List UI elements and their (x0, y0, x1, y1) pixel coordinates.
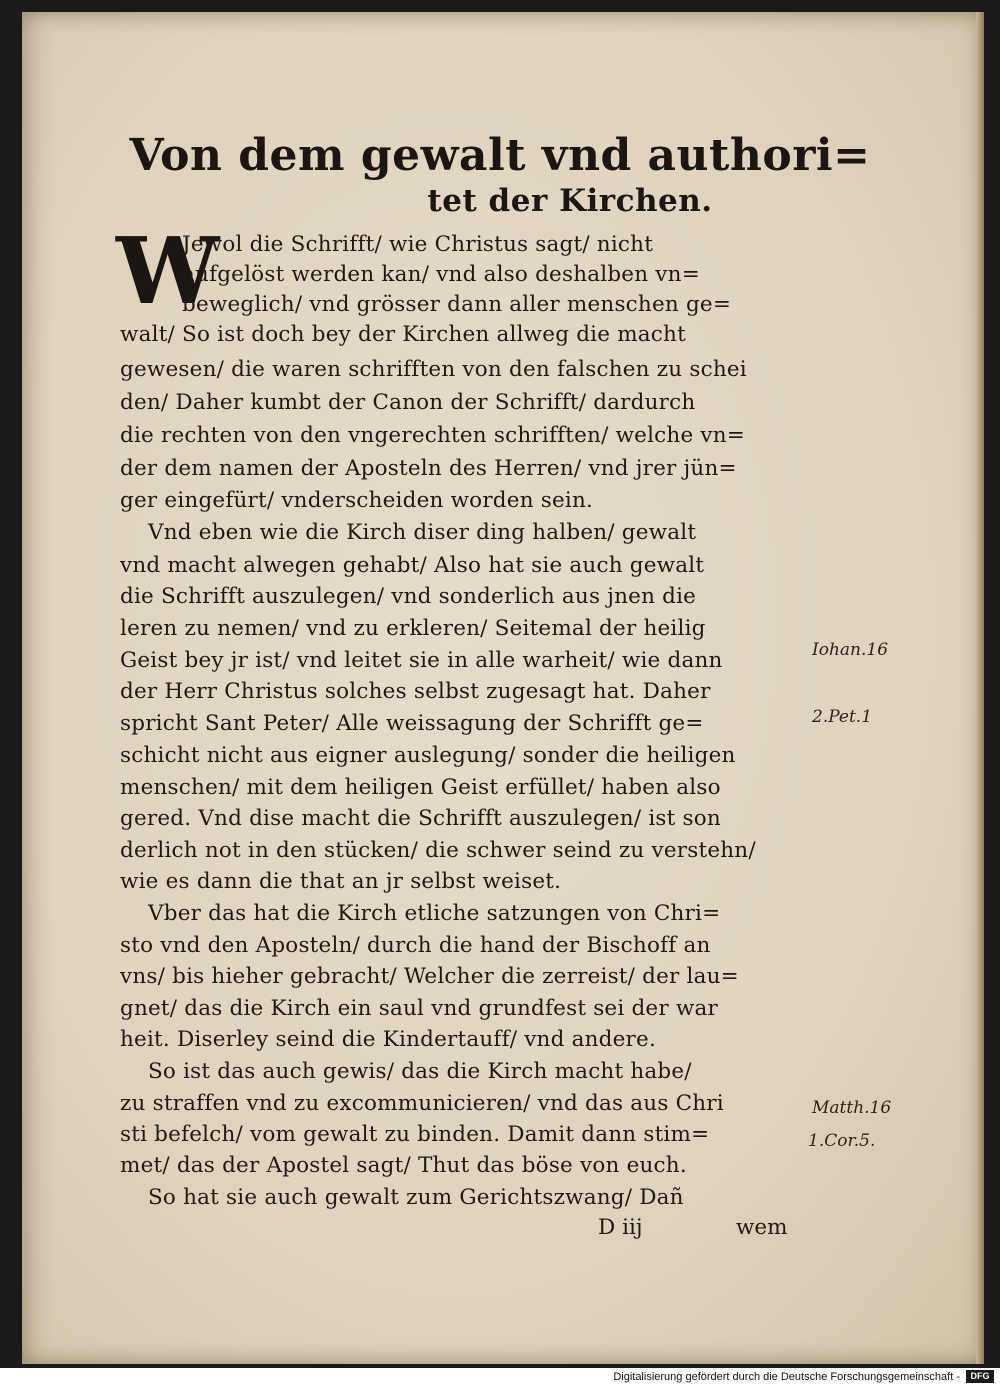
drop-cap: W (116, 217, 220, 325)
text-line: beweglich/ vnd grösser dann aller menschen ge= (182, 292, 732, 317)
text-line: Vber das hat die Kirch etliche satzungen von Chri= (148, 901, 721, 926)
text-line: die Schrifft auszulegen/ vnd sonderlich aus jnen die (120, 584, 697, 609)
text-line: Vnd eben wie die Kirch diser ding halben/ gewalt (148, 520, 697, 545)
text-line: vnd macht alwegen gehabt/ Also hat sie auch gewalt (120, 553, 705, 578)
text-line: derlich not in den stücken/ die schwer seind zu verstehn/ (120, 838, 756, 863)
dfg-logo: DFG (966, 1370, 994, 1383)
text-line: der Herr Christus solches selbst zugesagt hat. Daher (120, 679, 711, 704)
digitization-credit: Digitalisierung gefördert durch die Deutsche Forschungsgemeinschaft - (613, 1371, 960, 1383)
page-title-line-2: tet der Kirchen. (427, 183, 713, 219)
margin-note: 1.Cor.5. (808, 1131, 876, 1151)
text-line: Geist bey jr ist/ vnd leitet sie in alle warheit/ wie dann (120, 648, 723, 673)
text-line: aufgelöst werden kan/ vnd also deshalben vn= (182, 262, 700, 287)
text-line: walt/ So ist doch bey der Kirchen allweg die macht (120, 322, 686, 347)
margin-note: Iohan.16 (812, 640, 889, 660)
text-line: gnet/ das die Kirch ein saul vnd grundfest sei der war (120, 996, 718, 1021)
text-line: leren zu nemen/ vnd zu erkleren/ Seitemal der heilig (120, 616, 706, 641)
text-line: menschen/ mit dem heiligen Geist erfüllet/ haben also (120, 775, 721, 800)
text-line: spricht Sant Peter/ Alle weissagung der Schrifft ge= (120, 711, 704, 736)
text-line: Jewol die Schrifft/ wie Christus sagt/ nicht (182, 232, 654, 257)
page-title-line-1: Von dem gewalt vnd authori= (129, 130, 871, 181)
text-line: wie es dann die that an jr selbst weiset. (120, 869, 562, 894)
catchword: wem (736, 1215, 788, 1240)
text-line: den/ Daher kumbt der Canon der Schrifft/ dardurch (120, 390, 696, 415)
text-line: met/ das der Apostel sagt/ Thut das böse von euch. (120, 1153, 687, 1178)
text-line: der dem namen der Aposteln des Herren/ vnd jrer jün= (120, 456, 737, 481)
text-line: ger eingefürt/ vnderscheiden worden sein. (120, 488, 594, 513)
text-line: So hat sie auch gewalt zum Gerichtszwang/ Dañ (148, 1185, 684, 1210)
text-line: die rechten von den vngerechten schrifften/ welche vn= (120, 423, 746, 448)
text-line: zu straffen vnd zu excommunicieren/ vnd das aus Chri (120, 1091, 724, 1116)
text-line: sti befelch/ vom gewalt zu binden. Damit dann stim= (120, 1122, 710, 1147)
text-line: schicht nicht aus eigner auslegung/ sonder die heiligen (120, 743, 736, 768)
margin-note: 2.Pet.1 (812, 707, 873, 727)
text-line: sto vnd den Aposteln/ durch die hand der Bischoff an (120, 933, 711, 958)
text-line: vns/ bis hieher gebracht/ Welcher die zerreist/ der lau= (120, 964, 739, 989)
signature-mark: D iij (598, 1215, 643, 1240)
text-line: So ist das auch gewis/ das die Kirch macht habe/ (148, 1059, 692, 1084)
text-line: gered. Vnd dise macht die Schrifft auszulegen/ ist son (120, 806, 721, 831)
margin-note: Matth.16 (812, 1098, 892, 1118)
text-line: gewesen/ die waren schrifften von den falschen zu schei (120, 357, 747, 382)
text-line: heit. Diserley seind die Kindertauff/ vnd andere. (120, 1027, 656, 1052)
